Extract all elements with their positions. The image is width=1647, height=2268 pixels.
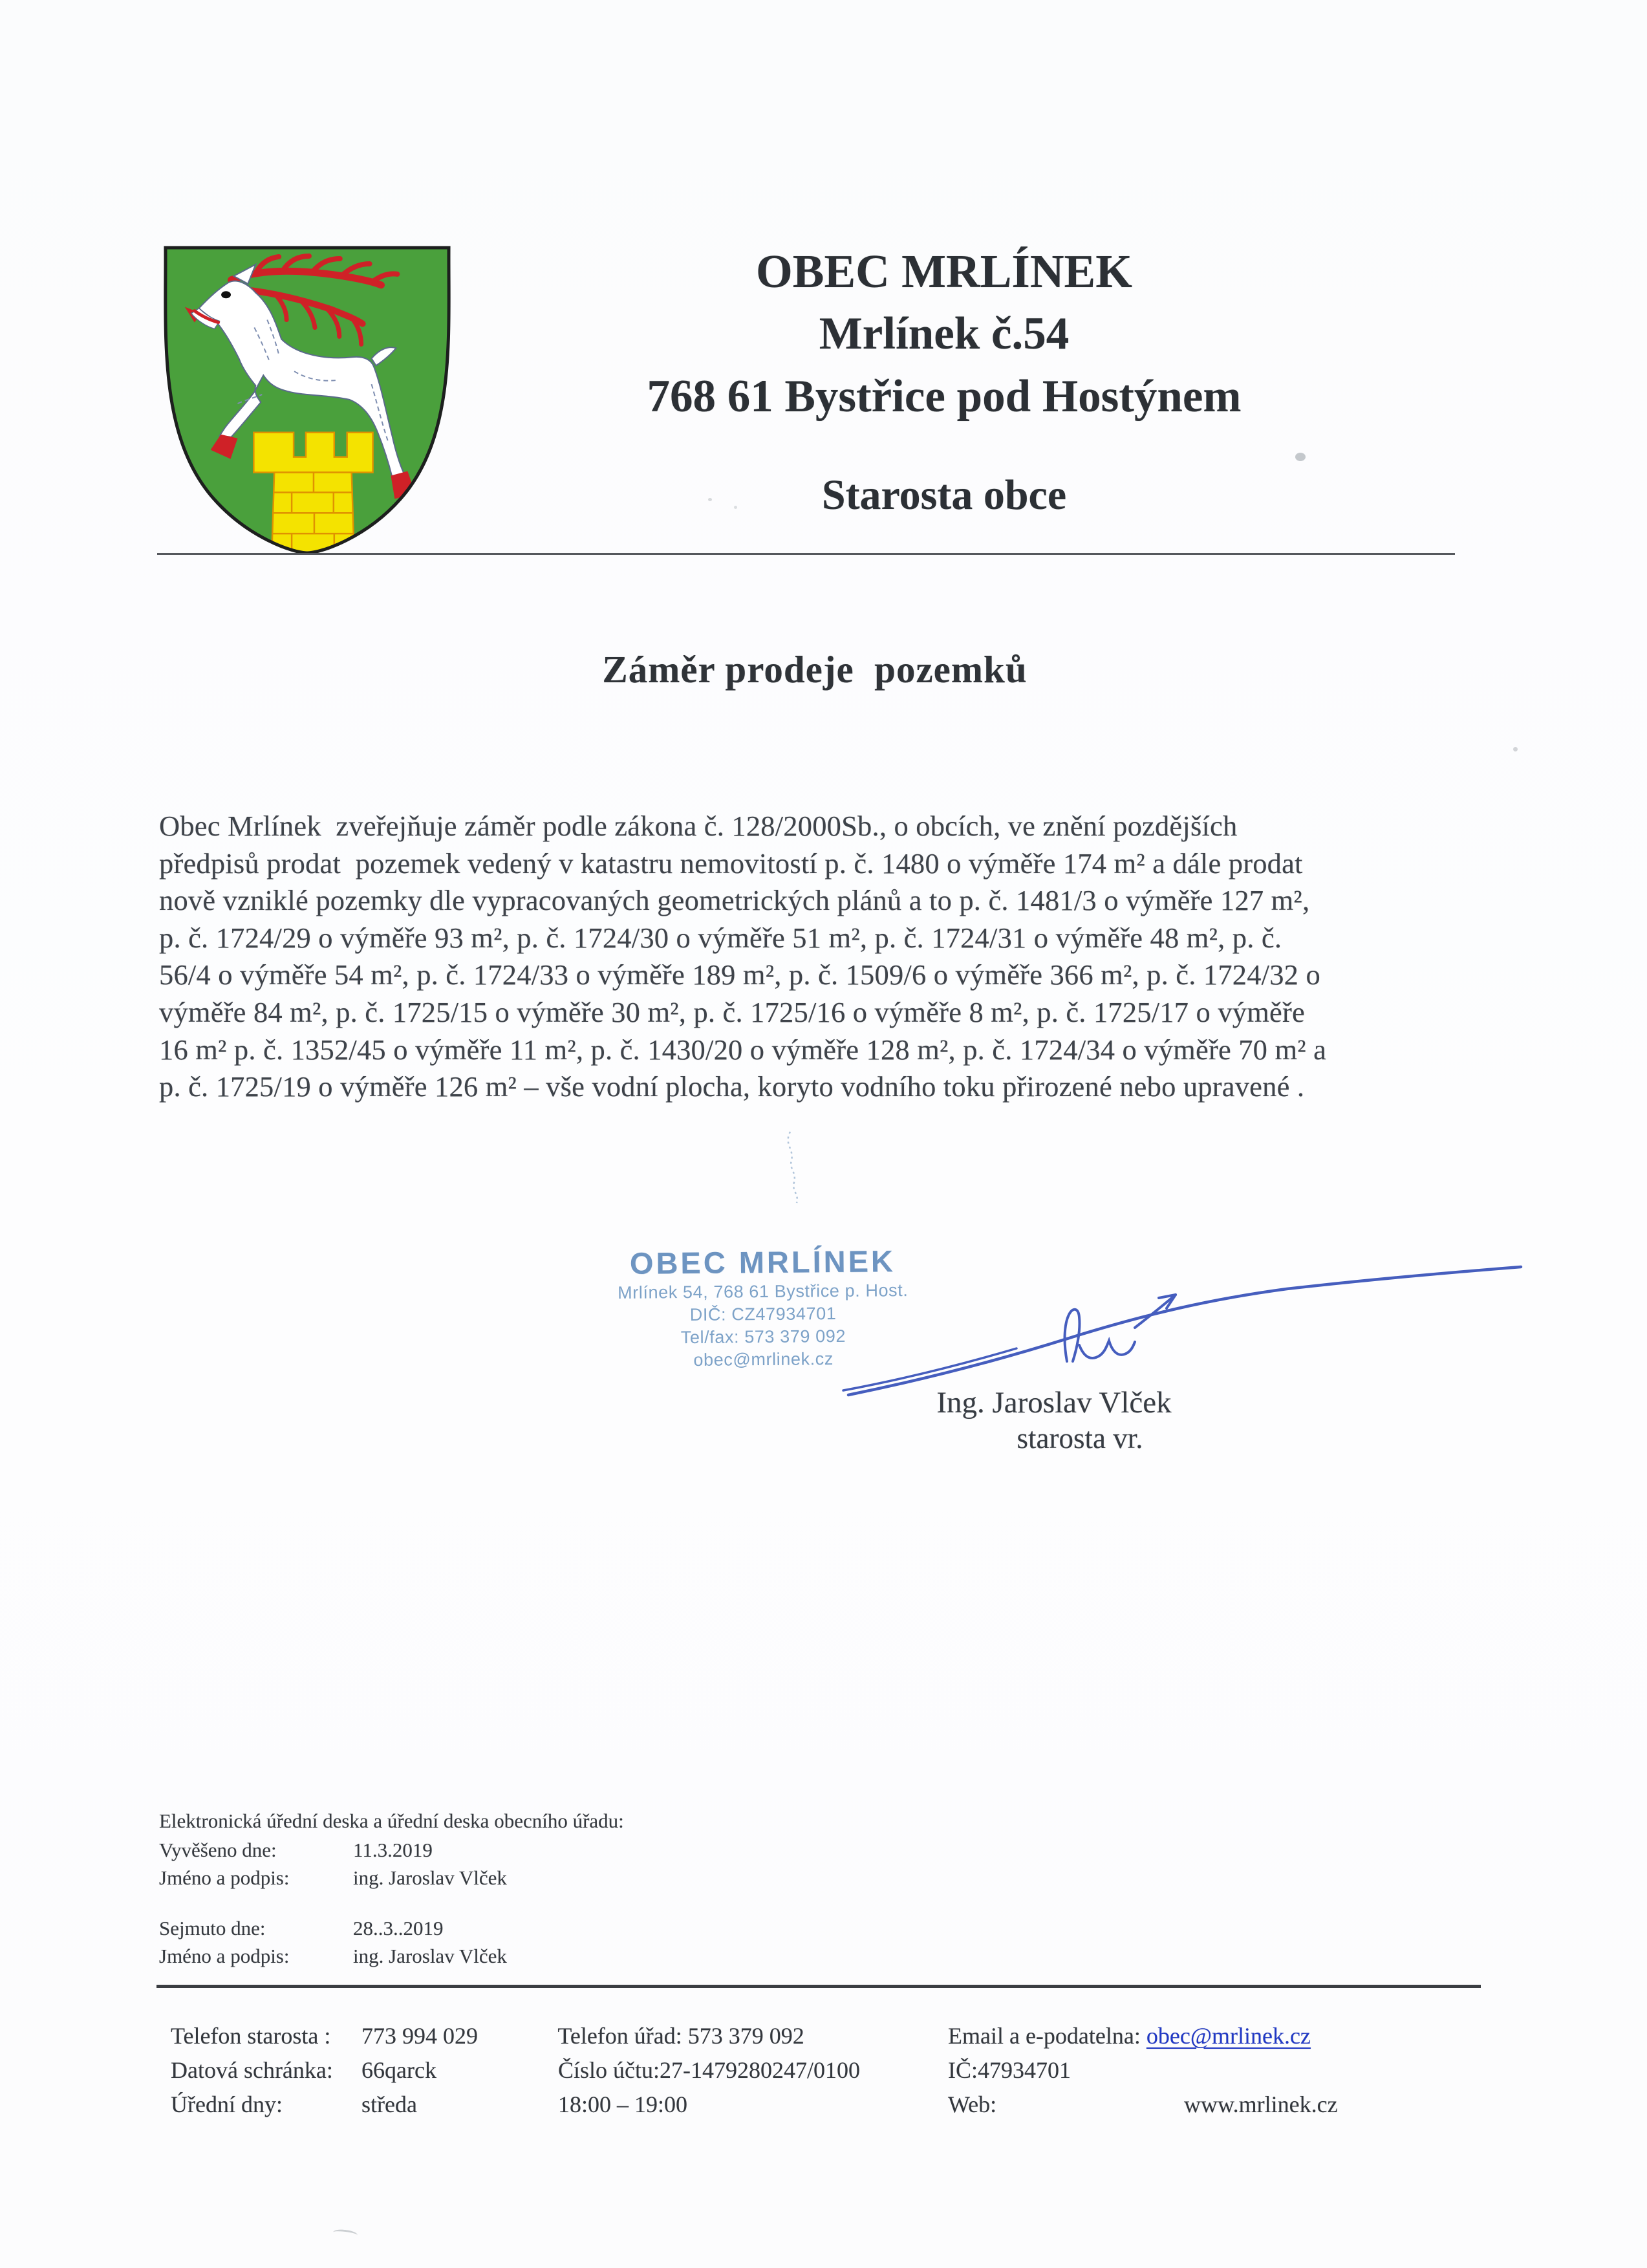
scan-speck: [708, 498, 712, 501]
header-address-line2: 768 61 Bystřice pod Hostýnem: [647, 371, 1242, 422]
ink-smudge-artifact: [776, 1129, 806, 1207]
databox-value: 66qarck: [361, 2057, 436, 2083]
office-days-label: Úřední dny:: [171, 2091, 283, 2117]
signatory-name: Ing. Jaroslav Vlček: [936, 1386, 1172, 1420]
scan-speck: [332, 2229, 358, 2240]
posted-signer-label: Jméno a podpis:: [159, 1866, 290, 1889]
office-days-value: středa: [361, 2091, 417, 2117]
scan-speck: [1513, 747, 1518, 751]
posted-date-row: [159, 1839, 433, 1862]
stamp-phone: Tel/fax: 573 379 092: [680, 1326, 846, 1348]
stamp-address: Mrlínek 54, 768 61 Bystřice p. Host.: [618, 1280, 909, 1302]
office-hours-row: [546, 2064, 934, 2118]
body-line: výměře 84 m², p. č. 1725/15 o výměře 30 m², p. č. 1725/16 o výměře 8 m², p. č. 1725/17 o výměře: [159, 995, 1305, 1028]
office-days-row: [159, 2064, 547, 2118]
coat-of-arms-graphic: [159, 242, 455, 559]
bank-account-value: 27-1479280247/0100: [660, 2057, 861, 2083]
databox-label: Datová schránka:: [171, 2057, 333, 2083]
header-divider-line: [157, 553, 1455, 555]
removed-signer-value: ing. Jaroslav Vlček: [353, 1945, 507, 1967]
body-line: 16 m² p. č. 1352/45 o výměře 11 m², p. č. 1430/20 o výměře 128 m², p. č. 1724/34 o výměře 70 m² a: [159, 1033, 1327, 1066]
posted-signer-row: [159, 1866, 507, 1890]
coat-of-arms: [159, 242, 455, 559]
notice-board-heading: Elektronická úřední deska a úřední deska obecního úřadu:: [159, 1809, 624, 1832]
header-role: Starosta obce: [821, 471, 1067, 519]
office-phone-value: 573 379 092: [687, 2023, 804, 2049]
posted-date-value: 11.3.2019: [353, 1839, 433, 1861]
stag-eye: [221, 291, 231, 298]
signatory-role: starosta vr.: [1017, 1422, 1143, 1454]
mayor-phone-label: Telefon starosta :: [171, 2023, 331, 2049]
footer-divider-line: [156, 1985, 1481, 1988]
document-title: Záměr prodeje pozemků: [602, 648, 1028, 691]
scan-speck: [734, 506, 737, 509]
header-address-line1: Mrlínek č.54: [819, 308, 1070, 359]
removed-date-value: 28..3..2019: [353, 1917, 444, 1939]
company-id-label: IČ:: [948, 2057, 978, 2083]
body-paragraph: [159, 808, 1504, 1106]
body-line: předpisů prodat pozemek vedený v katastru nemovitostí p. č. 1480 o výměře 174 m² a dále prodat: [159, 847, 1303, 880]
posted-date-label: Vyvěšeno dne:: [159, 1839, 277, 1861]
header-org-name: OBEC MRLÍNEK: [755, 245, 1133, 297]
web-label: Web:: [948, 2091, 997, 2117]
removed-date-row: [159, 1917, 444, 1940]
removed-signer-row: [159, 1945, 507, 1968]
email-link[interactable]: obec@mrlinek.cz: [1146, 2023, 1311, 2049]
mayor-phone-value: 773 994 029: [361, 2023, 478, 2049]
web-row: [936, 2064, 1505, 2118]
office-phone-label: Telefon úřad:: [557, 2023, 682, 2049]
body-line: Obec Mrlínek zveřejňuje záměr podle zákona č. 128/2000Sb., o obcích, ve znění pozdějších: [159, 810, 1238, 842]
stamp-org-name: OBEC MRLÍNEK: [629, 1244, 896, 1280]
email-label: Email a e-podatelna:: [948, 2023, 1141, 2049]
office-hours-value: 18:00 – 19:00: [558, 2091, 688, 2117]
posted-signer-value: ing. Jaroslav Vlček: [353, 1866, 507, 1889]
stamp-tax-id: DIČ: CZ47934701: [689, 1304, 837, 1324]
body-line: 56/4 o výměře 54 m², p. č. 1724/33 o výměře 189 m², p. č. 1509/6 o výměře 366 m², p. č. 1724/32 o: [159, 958, 1320, 991]
body-line: p. č. 1725/19 o výměře 126 m² – vše vodní plocha, koryto vodního toku přirozené nebo upravené .: [159, 1070, 1305, 1103]
bank-account-label: Číslo účtu:: [558, 2057, 660, 2083]
web-value: www.mrlinek.cz: [1184, 2091, 1338, 2117]
body-line: p. č. 1724/29 o výměře 93 m², p. č. 1724/30 o výměře 51 m², p. č. 1724/31 o výměře 48 m², p. č.: [159, 921, 1282, 954]
stamp-email: obec@mrlinek.cz: [693, 1349, 834, 1370]
removed-date-label: Sejmuto dne:: [159, 1917, 266, 1939]
body-line: nově vzniklé pozemky dle vypracovaných geometrických plánů a to p. č. 1481/3 o výměře 127 m²,: [159, 884, 1310, 917]
scan-speck: [1295, 453, 1306, 461]
company-id-value: 47934701: [978, 2057, 1071, 2083]
removed-signer-label: Jméno a podpis:: [159, 1945, 290, 1967]
